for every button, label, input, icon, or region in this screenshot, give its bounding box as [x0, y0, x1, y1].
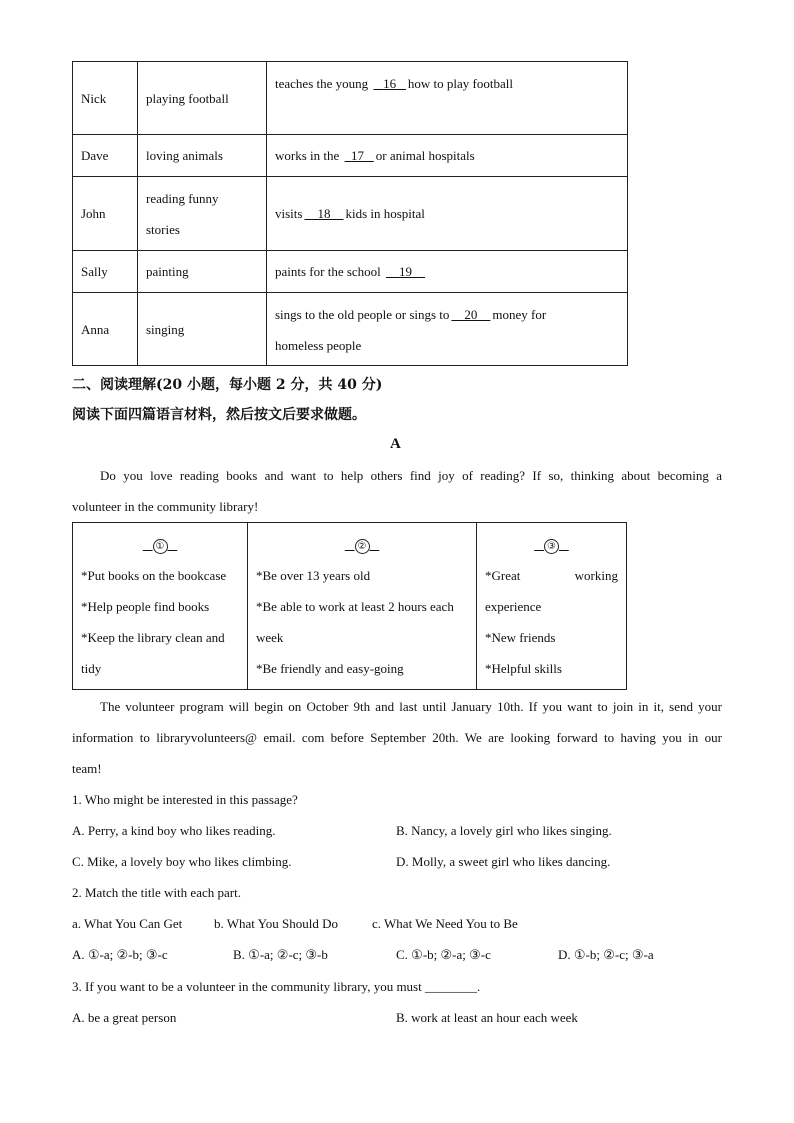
cell-line: *Helpful skills	[485, 661, 562, 676]
circled-number: ②	[355, 539, 370, 554]
blank-number	[384, 264, 427, 279]
blank-value: 20	[464, 307, 478, 322]
blank-value: 17	[351, 148, 365, 163]
table-row	[73, 62, 628, 135]
blank-number	[371, 76, 408, 91]
title-choice: a. What You Can Get	[72, 916, 183, 931]
part-header	[485, 529, 618, 560]
cell-line: *Help people find books	[81, 599, 210, 614]
cell-word: *Great	[485, 568, 521, 583]
activity-cell	[267, 293, 628, 366]
option-c[interactable]: C. Mike, a lovely boy who likes climbing.	[72, 854, 292, 869]
hobby-cell	[138, 177, 267, 251]
hobbies-table	[72, 61, 628, 366]
cell-line: tidy	[81, 661, 102, 676]
blank-number	[302, 206, 345, 221]
circled-number: ③	[544, 539, 559, 554]
circled-number: ①	[153, 539, 168, 554]
cell-line: experience	[485, 599, 542, 614]
passage-label: A	[390, 436, 401, 452]
name-cell: Nick	[73, 62, 138, 135]
activity-text: paints for the school	[275, 264, 385, 279]
blank-number	[343, 148, 376, 163]
cell-line: *Put books on the bookcase	[81, 568, 227, 583]
activity-cell	[267, 177, 628, 251]
program-line: The volunteer program will begin on October 9th and last until January 10th. If you want to join in it, send your	[100, 699, 722, 714]
intro-line: Do you love reading books and want to help others find joy of reading? If so, thinking about becoming a	[100, 468, 722, 483]
activity-text: how to play football	[407, 76, 513, 91]
cell-line: *Be over 13 years old	[256, 568, 371, 583]
hobby-cell: loving animals	[138, 135, 267, 177]
part-1-cell	[73, 523, 248, 690]
hobby-line: stories	[146, 221, 180, 237]
part-header	[81, 529, 239, 560]
table-row	[73, 293, 628, 366]
intro-line: volunteer in the community library!	[72, 499, 259, 514]
activity-text: money for	[492, 307, 547, 322]
cell-line: *Be friendly and easy-going	[256, 661, 404, 676]
question-stem: 3. If you want to be a volunteer in the community library, you must ________.	[72, 979, 481, 994]
question-stem: 2. Match the title with each part.	[72, 885, 241, 900]
part-header	[256, 529, 468, 560]
section-instruction: 阅读下面四篇语言材料，然后按文后要求做题。	[72, 407, 366, 423]
program-line: information to libraryvolunteers@ email. com before September 20th. We are looking forward to having you in our	[72, 730, 722, 745]
option-b[interactable]: B. Nancy, a lovely girl who likes singing.	[396, 823, 612, 838]
name-cell: Dave	[73, 135, 138, 177]
blank-value: 19	[399, 264, 413, 279]
option-a[interactable]: A. be a great person	[72, 1010, 177, 1025]
title-choice: c. What We Need You to Be	[372, 916, 518, 931]
volunteer-table	[72, 522, 627, 690]
blank-value: 16	[383, 76, 397, 91]
cell-line: *Keep the library clean and	[81, 630, 225, 645]
table-row	[73, 251, 628, 293]
part-3-cell	[477, 523, 627, 690]
blank-number	[449, 307, 492, 322]
option-a[interactable]: A. ①-a; ②-b; ③-c	[72, 947, 168, 962]
activity-text: homeless people	[275, 338, 362, 353]
activity-text: kids in hospital	[345, 206, 425, 221]
hobby-cell: playing football	[138, 62, 267, 135]
option-c[interactable]: C. ①-b; ②-a; ③-c	[396, 947, 491, 962]
activity-text: works in the	[275, 148, 343, 163]
cell-word: working	[574, 568, 618, 583]
question-stem: 1. Who might be interested in this passage?	[72, 792, 298, 807]
table-row	[73, 523, 627, 690]
option-a[interactable]: A. Perry, a kind boy who likes reading.	[72, 823, 276, 838]
activity-text: or animal hospitals	[375, 148, 475, 163]
name-cell: Anna	[73, 293, 138, 366]
name-cell: Sally	[73, 251, 138, 293]
part-2-cell	[248, 523, 477, 690]
table-row	[73, 177, 628, 251]
activity-text: teaches the young	[275, 76, 372, 91]
table-row	[73, 135, 628, 177]
option-b[interactable]: B. work at least an hour each week	[396, 1010, 578, 1025]
option-b[interactable]: B. ①-a; ②-c; ③-b	[233, 947, 328, 962]
activity-text: visits	[275, 206, 303, 221]
cell-line	[485, 560, 618, 591]
cell-line: week	[256, 630, 284, 645]
hobby-cell: painting	[138, 251, 267, 293]
title-choice: b. What You Should Do	[214, 916, 339, 931]
cell-line: *New friends	[485, 630, 556, 645]
activity-cell	[267, 62, 628, 135]
option-d[interactable]: D. Molly, a sweet girl who likes dancing.	[396, 854, 611, 869]
name-cell: John	[73, 177, 138, 251]
section-title: 二、阅读理解(20 小题，每小题 2 分，共 40 分)	[72, 377, 383, 393]
program-line: team!	[72, 761, 102, 776]
activity-cell	[267, 251, 628, 293]
option-d[interactable]: D. ①-b; ②-c; ③-a	[558, 947, 654, 962]
blank-value: 18	[317, 206, 331, 221]
activity-cell	[267, 135, 628, 177]
hobby-cell: singing	[138, 293, 267, 366]
activity-text: sings to the old people or sings to	[275, 307, 450, 322]
cell-line: *Be able to work at least 2 hours each	[256, 599, 454, 614]
hobby-line: reading funny	[146, 190, 219, 206]
